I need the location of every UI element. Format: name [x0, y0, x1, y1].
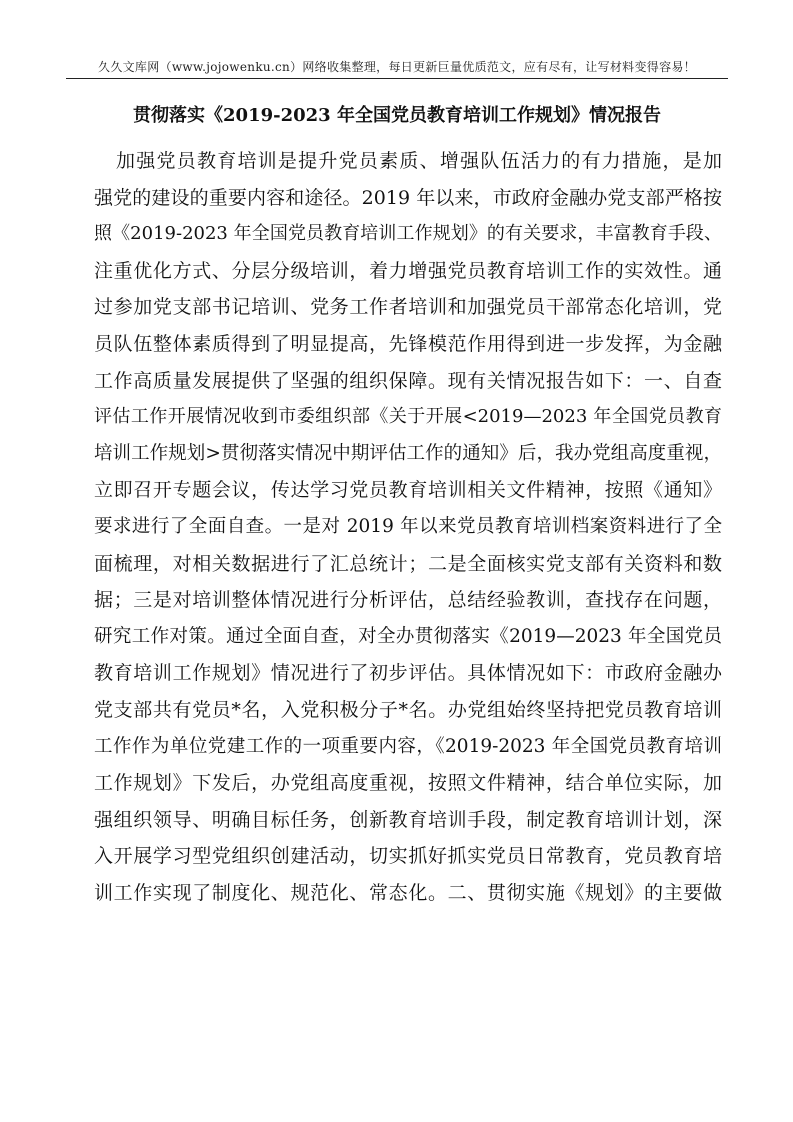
- body-line: 入开展学习型党组织创建活动，切实抓好抓实党员日常教育，党员教育培: [94, 845, 722, 868]
- body-line: 训工作实现了制度化、规范化、常态化。二、贯彻实施《规划》的主要做: [94, 881, 722, 904]
- page-header: [66, 48, 728, 79]
- body-line: 工作作为单位党建工作的一项重要内容，《2019-2023 年全国党员教育培训: [94, 735, 722, 757]
- body-line: 教育培训工作规划》情况进行了初步评估。具体情况如下：市政府金融办: [94, 662, 722, 685]
- body-line: 加强党员教育培训是提升党员素质、增强队伍活力的有力措施，是加: [116, 150, 722, 172]
- body-line: 据；三是对培训整体情况进行分析评估，总结经验教训，查找存在问题，: [94, 589, 722, 612]
- body-line: 强党的建设的重要内容和途径。2019 年以来，市政府金融办党支部严格按: [94, 186, 722, 209]
- header-text: 久久文库网（www.jojowenku.cn）网络收集整理，每日更新巨量优质范文，应有尽有，让写材料变得容易！: [98, 60, 696, 74]
- body-line: 面梳理，对相关数据进行了汇总统计；二是全面核实党支部有关资料和数: [94, 552, 722, 575]
- document-title: 贯彻落实《2019-2023 年全国党员教育培训工作规划》情况报告: [133, 105, 661, 126]
- body-line: 研究工作对策。通过全面自查，对全办贯彻落实《2019—2023 年全国党员: [94, 625, 722, 647]
- body-line: 要求进行了全面自查。一是对 2019 年以来党员教育培训档案资料进行了全: [94, 515, 722, 537]
- body-line: 员队伍整体素质得到了明显提高，先锋模范作用得到进一步发挥，为金融: [94, 332, 722, 355]
- body-line: 过参加党支部书记培训、党务工作者培训和加强党员干部常态化培训，党: [94, 296, 722, 319]
- body-line: 照《2019-2023 年全国党员教育培训工作规划》的有关要求，丰富教育手段、: [94, 223, 722, 245]
- body-line: 立即召开专题会议，传达学习党员教育培训相关文件精神，按照《通知》: [94, 479, 722, 502]
- body-line: 强组织领导、明确目标任务，创新教育培训手段，制定教育培训计划，深: [94, 808, 722, 831]
- body-line: 工作规划》下发后，办党组高度重视，按照文件精神，结合单位实际，加: [94, 772, 722, 795]
- body-line: 工作高质量发展提供了坚强的组织保障。现有关情况报告如下：一、自查: [94, 369, 722, 392]
- body-line: 党支部共有党员*名，入党积极分子*名。办党组始终坚持把党员教育培训: [94, 698, 722, 721]
- body-line: 注重优化方式、分层分级培训，着力增强党员教育培训工作的实效性。通: [94, 259, 722, 282]
- body-line: 评估工作开展情况收到市委组织部《关于开展<2019—2023 年全国党员教育: [94, 406, 722, 428]
- body-line: 培训工作规划>贯彻落实情况中期评估工作的通知》后，我办党组高度重视，: [94, 442, 722, 464]
- document-body: [94, 143, 722, 911]
